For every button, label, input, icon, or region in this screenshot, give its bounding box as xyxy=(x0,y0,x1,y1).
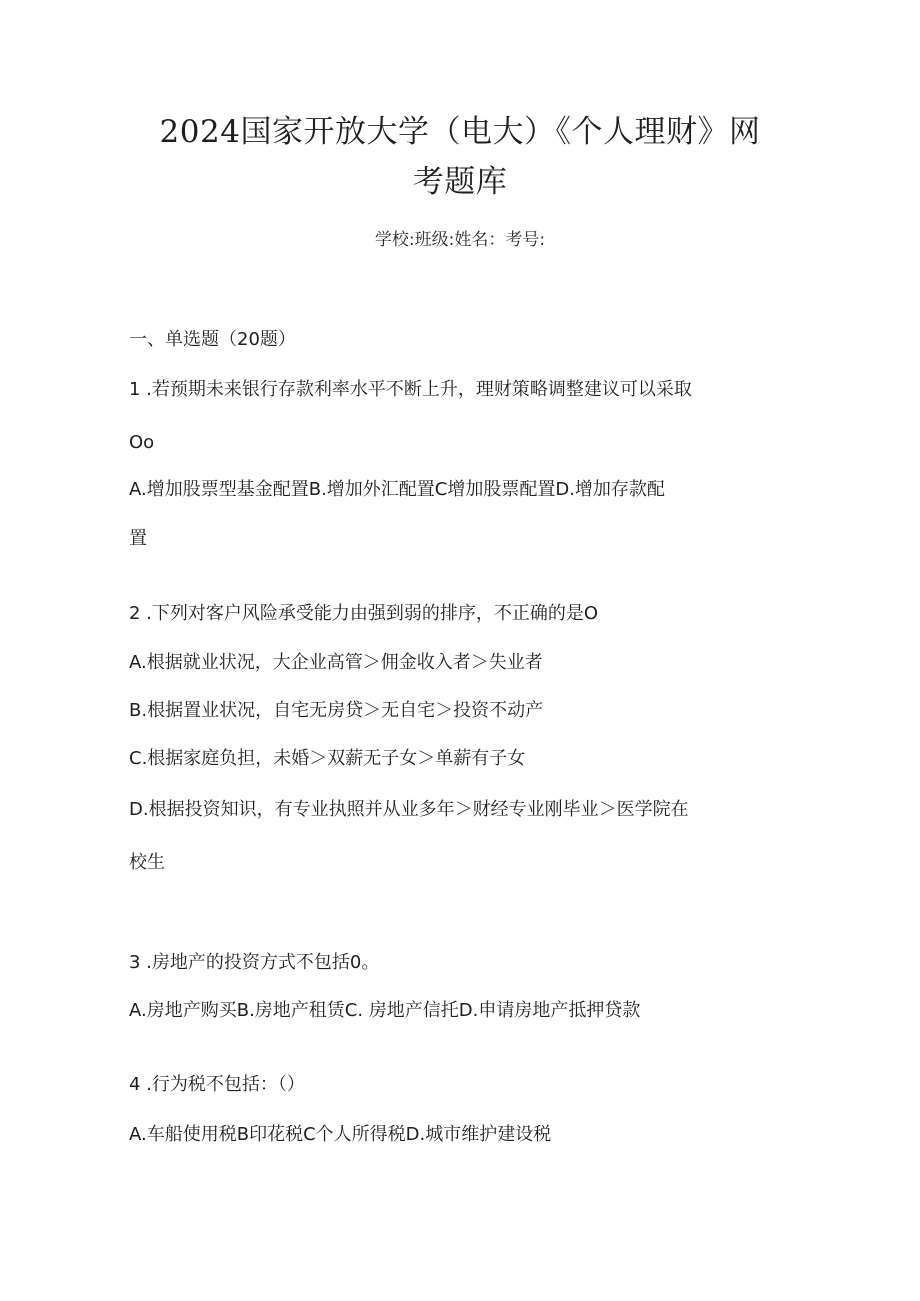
question-1-options: A.增加股票型基金配置B.增加外汇配置C增加股票配置D.增加存款配 xyxy=(129,479,665,500)
question-1-stem: 1 .若预期未来银行存款利率水平不断上升，理财策略调整建议可以采取 xyxy=(129,379,692,400)
question-1-stem-cont: Oo xyxy=(129,432,155,453)
question-2-option-d-cont: 校生 xyxy=(129,852,165,873)
question-2-stem: 2 .下列对客户风险承受能力由强到弱的排序，不正确的是O xyxy=(129,603,599,624)
question-2-option-d: D.根据投资知识，有专业执照并从业多年＞财经专业刚毕业＞医学院在 xyxy=(129,799,689,820)
question-4-options: A.车船使用税B印花税C个人所得税D.城市维护建设税 xyxy=(129,1124,552,1145)
question-1-options-cont: 置 xyxy=(129,528,147,549)
student-info-line: 学校:班级:姓名：考号: xyxy=(374,230,546,250)
question-2-option-c: C.根据家庭负担，未婚＞双薪无子女＞单薪有子女 xyxy=(129,748,526,769)
question-4-stem: 4 .行为税不包括：（） xyxy=(129,1074,305,1095)
question-3-stem: 3 .房地产的投资方式不包括0。 xyxy=(129,952,380,973)
question-2-option-b: B.根据置业状况，自宅无房贷＞无自宅＞投资不动产 xyxy=(129,700,544,721)
document-title-line-2: 考题库 xyxy=(412,164,508,200)
question-2-option-a: A.根据就业状况，大企业高管＞佣金收入者＞失业者 xyxy=(129,652,543,673)
document-title-line-1: 2024国家开放大学（电大）《个人理财》网 xyxy=(159,114,761,150)
section-heading: 一、单选题（20题） xyxy=(129,329,296,350)
question-3-options: A.房地产购买B.房地产租赁C. 房地产信托D.申请房地产抵押贷款 xyxy=(129,1000,641,1021)
